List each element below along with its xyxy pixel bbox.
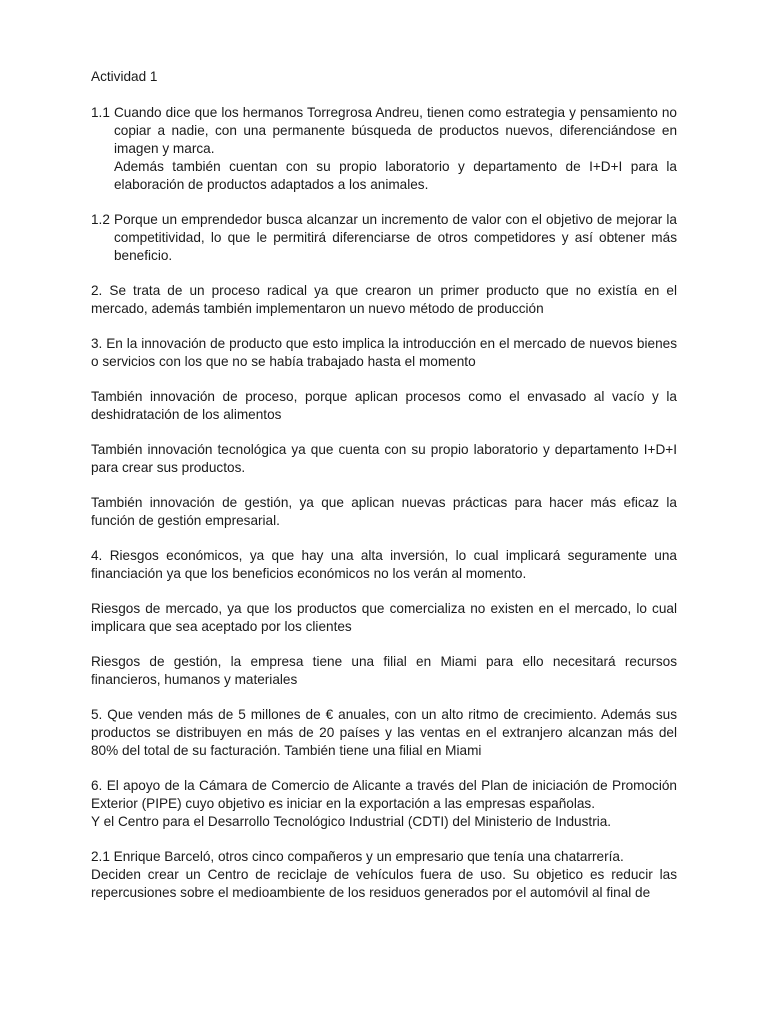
paragraph-6-text: 6. El apoyo de la Cámara de Comercio de Alicante a través del Plan de iniciación de Promoción Exterior (PIPE) cuyo objetivo es iniciar en la exportación a las empresas españolas. bbox=[91, 778, 677, 811]
paragraph-4-market: Riesgos de mercado, ya que los productos que comercializa no existen en el mercado, lo cual implicara que sea aceptado por los clientes bbox=[91, 601, 677, 634]
paragraph-1-2: 1.2 Porque un emprendedor busca alcanzar un incremento de valor con el objetivo de mejorar la competitividad, lo que le permitirá diferenciarse de otros competidores y así obtener más beneficio. bbox=[91, 212, 677, 263]
paragraph-2: 2. Se trata de un proceso radical ya que crearon un primer producto que no existía en el mercado, además también implementaron un nuevo método de producción bbox=[91, 283, 677, 316]
paragraph-1-1 bbox=[91, 104, 677, 194]
paragraph-2-1-text: 2.1 Enrique Barceló, otros cinco compañeros y un empresario que tenía una chatarrería. bbox=[91, 849, 624, 864]
paragraph-3-management: También innovación de gestión, ya que aplican nuevas prácticas para hacer más eficaz la función de gestión empresarial. bbox=[91, 495, 677, 528]
paragraph-4-management: Riesgos de gestión, la empresa tiene una filial en Miami para ello necesitará recursos financieros, humanos y materiales bbox=[91, 654, 677, 687]
paragraph-4: 4. Riesgos económicos, ya que hay una alta inversión, lo cual implicará seguramente una financiación ya que los beneficios económicos no los verán al momento. bbox=[91, 548, 677, 581]
paragraph-1-1-text: 1.1 Cuando dice que los hermanos Torregrosa Andreu, tienen como estrategia y pensamiento no copiar a nadie, con una permanente búsqueda de productos nuevos, diferenciándose en imagen y marca. bbox=[91, 105, 677, 156]
paragraph-3-process: También innovación de proceso, porque aplican procesos como el envasado al vacío y la deshidratación de los alimentos bbox=[91, 389, 677, 422]
paragraph-6 bbox=[91, 777, 677, 831]
paragraph-2-1 bbox=[91, 848, 677, 902]
paragraph-3: 3. En la innovación de producto que esto implica la introducción en el mercado de nuevos bienes o servicios con los que no se había trabajado hasta el momento bbox=[91, 336, 677, 369]
paragraph-5: 5. Que venden más de 5 millones de € anuales, con un alto ritmo de crecimiento. Además sus productos se distribuyen en más de 20 países y las ventas en el extranjero alcanzan más del 80% del total de su facturación. También tiene una filial en Miami bbox=[91, 707, 677, 758]
paragraph-3-technology: También innovación tecnológica ya que cuenta con su propio laboratorio y departamento I+D+I para crear sus productos. bbox=[91, 442, 677, 475]
paragraph-6-cdti: Y el Centro para el Desarrollo Tecnológico Industrial (CDTI) del Ministerio de Industria. bbox=[91, 814, 612, 829]
paragraph-2-1-continuation: Deciden crear un Centro de reciclaje de vehículos fuera de uso. Su objetico es reducir las repercusiones sobre el medioambiente de los residuos generados por el automóvil al final de bbox=[91, 867, 677, 900]
document-title: Actividad 1 bbox=[91, 69, 158, 84]
paragraph-1-1-continuation: Además también cuentan con su propio laboratorio y departamento de I+D+I para la elaboración de productos adaptados a los animales. bbox=[114, 159, 677, 192]
